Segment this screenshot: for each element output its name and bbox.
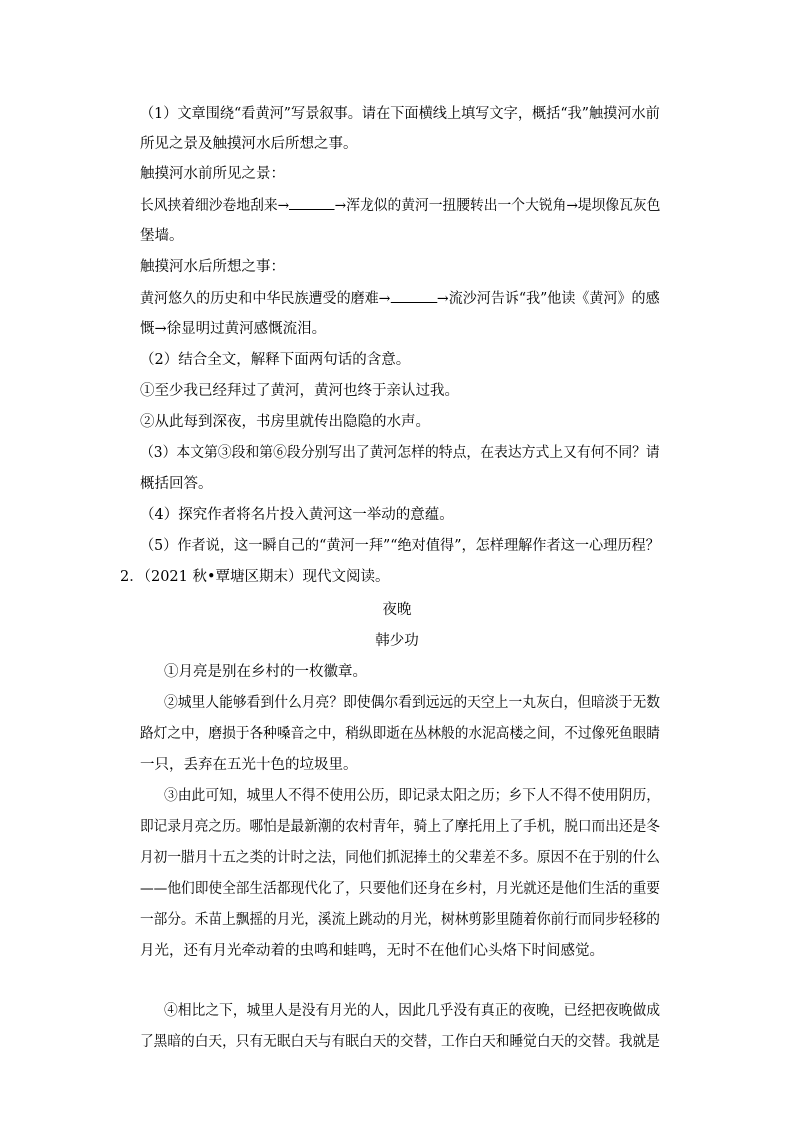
q1-line-2: 所见之景及触摸河水后所想之事。 — [140, 136, 358, 152]
q1-after-text-b: →流沙河告诉“我”他读《黄河》的感 — [436, 291, 660, 307]
paragraph-3-line-3: 月初一腊月十五之类的计时之法，同他们抓泥捧土的父辈差不多。原因不在于别的什么 — [140, 850, 660, 866]
q1-after-label: 触摸河水后所想之事： — [140, 259, 285, 275]
q1-before-text-b: →浑龙似的黄河一扭腰转出一个大锐角→堤坝像瓦灰色 — [334, 198, 661, 214]
q2-prompt: （2）结合全文，解释下面两句话的含意。 — [140, 352, 411, 368]
q3-line-1: （3）本文第③段和第⑥段分别写出了黄河怎样的特点，在表达方式上又有何不同？请 — [140, 445, 660, 461]
paragraph-2-line-3: 一只，丢弃在五光十色的垃圾里。 — [140, 757, 358, 773]
q2-sentence-1: ①至少我已经拜过了黄河，黄河也终于亲认过我。 — [140, 383, 459, 399]
paragraph-4-line-1: ④相比之下，城里人是没有月光的人，因此几乎没有真正的夜晚，已经把夜晚做成 — [164, 1003, 661, 1019]
paragraph-3-line-2: 即记录月亮之历。哪怕是最新潮的农村青年，骑上了摩托用上了手机，脱口而出还是冬 — [140, 819, 660, 835]
paragraph-2-line-1: ②城里人能够看到什么月亮？即使偶尔看到远远的天空上一丸灰白，但暗淡于无数 — [164, 695, 661, 711]
paragraph-3-line-5: 一部分。禾苗上飘摇的月光，溪流上跳动的月光，树林剪影里随着你前行而同步轻移的 — [140, 912, 660, 928]
section-2-header: 2．（2021 秋•覃塘区期末）现代文阅读。 — [120, 569, 390, 585]
q5-prompt: （5）作者说，这一瞬自己的“黄河一拜”“绝对值得”，怎样理解作者这一心理历程？ — [140, 538, 660, 554]
paragraph-4-line-2: 了黑暗的白天，只有无眠白天与有眠白天的交替，工作白天和睡觉白天的交替。我就是 — [140, 1034, 660, 1050]
paragraph-3-line-4: ——他们即使全部生活都现代化了，只要他们还身在乡村，月光就还是他们生活的重要 — [140, 881, 660, 897]
article-author: 韩少功 — [375, 633, 419, 649]
q1-before-line-end: 堡墙。 — [140, 228, 184, 244]
paragraph-3-line-6: 月光，还有月光牵动着的虫鸣和蛙鸣，无时不在他们心头烙下时间感觉。 — [140, 943, 604, 959]
q1-line-1: （1）文章围绕“看黄河”写景叙事。请在下面横线上填写文字，概括“我”触摸河水前 — [140, 106, 660, 122]
paragraph-3-line-1: ③由此可知，城里人不得不使用公历，即记录太阳之历；乡下人不得不使用阴历， — [164, 788, 661, 804]
q1-before-text-a: 长风挟着细沙卷地刮来→ — [140, 198, 290, 214]
q4-prompt: （4）探究作者将名片投入黄河这一举动的意蕴。 — [140, 507, 454, 523]
q1-after-text-a: 黄河悠久的历史和中华民族遭受的磨难→ — [140, 291, 391, 307]
q3-line-2: 概括回答。 — [140, 476, 213, 492]
q1-after-blank[interactable] — [390, 288, 436, 303]
paragraph-1: ①月亮是别在乡村的一枚徽章。 — [164, 664, 367, 680]
article-title: 夜晚 — [382, 602, 412, 618]
q1-after-line — [140, 288, 660, 308]
q1-after-line-end: 慨→徐显明过黄河感慨流泪。 — [140, 321, 327, 337]
q2-sentence-2: ②从此每到深夜，书房里就传出隐隐的水声。 — [140, 414, 430, 430]
q1-before-label: 触摸河水前所见之景： — [140, 166, 285, 182]
q1-before-blank[interactable] — [289, 195, 335, 210]
paragraph-2-line-2: 路灯之中，磨损于各种嗓音之中，稍纵即逝在丛林般的水泥高楼之间，不过像死鱼眼睛 — [140, 726, 660, 742]
q1-before-line — [140, 195, 660, 215]
